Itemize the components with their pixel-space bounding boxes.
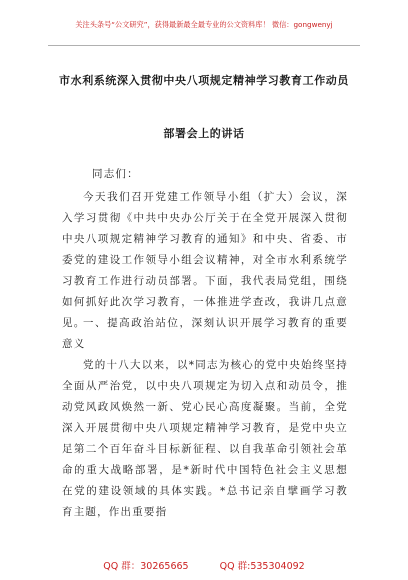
paragraph-section-1: 党的十八大以来，以*同志为核心的党中央始终坚持全面从严治党，以中央八项规定为切入点和动员令，推动党风政风焕然一新、党心民心高度凝聚。当前，全党深入开展贯彻中央八项规定精神学习教育，是党中央立足第二个百年奋斗目标新征程、以自我革命引领社会革命的重大战略部署，是*新时代中国特色社会主义思想在党的建设领域的具体实践。*总书记亲自擘画学习教育主题，作出重要指 [62, 359, 348, 518]
header-divider [48, 45, 360, 46]
salutation: 同志们： [92, 168, 139, 180]
footer-qq-group-2: QQ 群:535304092 [219, 561, 305, 572]
footer-contact [0, 558, 408, 572]
document-title-line-1: 市水利系统深入贯彻中央八项规定精神学习教育工作动员 [59, 74, 349, 87]
section-heading-1: 一、提高政治站位，深刻认识开展学习教育的重要意义 [62, 317, 348, 350]
footer-qq-group-1: QQ 群：30265665 [103, 561, 189, 572]
document-title-line-2: 部署会上的讲话 [163, 127, 245, 140]
header-promo-note: 关注头条号“公文研究”，获得最新最全最专业的公文资料库！ 微信：gongwenyj [75, 20, 333, 29]
paragraph-intro: 今天我们召开党建工作领导小组（扩大）会议，深入学习贯彻《中共中央办公厅关于在全党开展深入贯彻中央八项规定精神学习教育的通知》和中央、省委、市委党的建设工作领导小组会议精神，对全市水利系统学习教育工作进行动员部署。下面，我代表局党组，围绕如何抓好此次学习教育，一体推进学查改，我讲几点意见。 [62, 191, 348, 329]
